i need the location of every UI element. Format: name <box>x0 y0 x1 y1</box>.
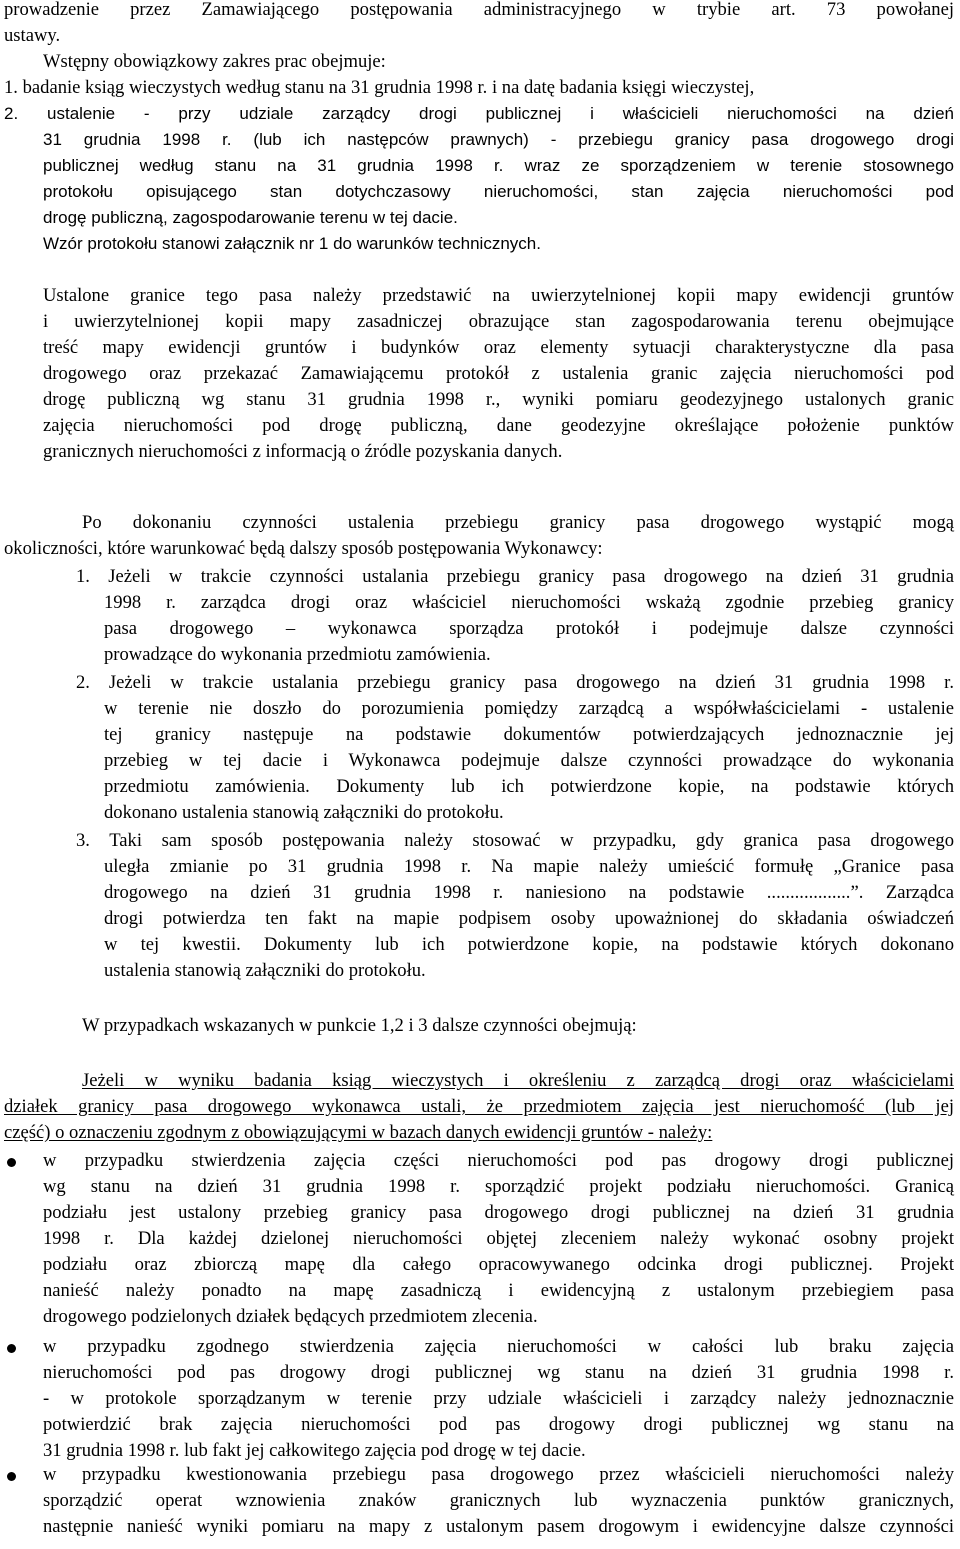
underlined-line: część) o oznaczeniu zgodnym z obowiązującymi w bazach danych ewidencji gruntów - należy: <box>4 1122 713 1143</box>
bullet-line: w przypadku kwestionowania przebiegu pasa drogowego przez właścicieli nieruchomości należy <box>43 1464 954 1485</box>
bullet-line: 31 grudnia 1998 r. lub fakt jej całkowitego zajęcia pod drogę w tej dacie. <box>43 1440 586 1461</box>
bullet-line: potwierdzić brak zajęcia nieruchomości pod pas drogowy drogi publicznej wg stanu na <box>43 1414 954 1435</box>
text-line: Po dokonaniu czynności ustalenia przebiegu granicy pasa drogowego wystąpić mogą <box>82 512 954 533</box>
bullet-line: nanieść należy ponadto na mapę zasadniczą i ewidencyjną z ustalonym przebiegiem pasa <box>43 1280 954 1301</box>
bullet-line: podziału jest ustalony przebieg granicy pasa drogowego drogi publicznej na dzień 31 grudnia <box>43 1202 954 1223</box>
list-item-line: w tej kwestii. Dokumenty lub ich potwierdzone kopie, na podstawie których dokonano <box>104 934 954 955</box>
list-item-line: pasa drogowego – wykonawca sporządza protokół i podejmuje dalsze czynności <box>104 618 954 639</box>
list-item-line: drogi potwierdza ten fakt na mapie podpisem osoby upoważnionej do składania oświadczeń <box>104 908 954 929</box>
list-item-line: 3. Taki sam sposób postępowania należy stosować w przypadku, gdy granica pasa drogowego <box>76 830 954 851</box>
text-line: 31 grudnia 1998 r. (lub ich następców prawnych) - przebiegu granicy pasa drogowego drogi <box>43 130 954 149</box>
list-item-line: uległa zmianie po 31 grudnia 1998 r. Na mapie należy umieścić formułę „Granice pasa <box>104 856 954 877</box>
bullet-icon <box>7 1472 16 1481</box>
text-line: W przypadkach wskazanych w punkcie 1,2 i 3 dalsze czynności obejmują: <box>82 1015 637 1036</box>
bullet-line: drogowego podzielonych działek będących przedmiotem zlecenia. <box>43 1306 538 1327</box>
bullet-line: sporządzić operat wznowienia znaków granicznych lub wyznaczenia punktów granicznych, <box>43 1490 954 1511</box>
text-line: zajęcia nieruchomości pod drogę publiczną, dane geodezyjne określające położenie punktów <box>43 415 954 436</box>
bullet-line: 1998 r. Dla każdej dzielonej nieruchomości objętej zleceniem należy wykonać osobny projekt <box>43 1228 954 1249</box>
list-item-line: tej granicy następuje na podstawie dokumentów potwierdzających jednoznacznie jej <box>104 724 954 745</box>
text-line: drogowego oraz przekazać Zamawiającemu protokół z ustalenia granic zajęcia nieruchomości pod <box>43 363 954 384</box>
list-item-line: w terenie nie doszło do porozumienia pomiędzy zarządcą a współwłaścicielami - ustalenie <box>104 698 954 719</box>
bullet-line: wg stanu na dzień 31 grudnia 1998 r. sporządzić projekt podziału nieruchomości. Granicą <box>43 1176 954 1197</box>
text-line: treść mapy ewidencji gruntów i budynków oraz elementy sytuacji charakterystyczne dla pasa <box>43 337 954 358</box>
text-line: Wzór protokołu stanowi załącznik nr 1 do warunków technicznych. <box>43 234 541 253</box>
list-item-line: 1. badanie ksiąg wieczystych według stanu na 31 grudnia 1998 r. i na datę badania księgi wieczystej, <box>4 77 755 98</box>
text-line: i uwierzytelnionej kopii mapy zasadniczej obrazujące stan zagospodarowania terenu obejmujące <box>43 311 954 332</box>
text-line: protokołu opisującego stan dotychczasowy nieruchomości, stan zajęcia nieruchomości pod <box>43 182 954 201</box>
text-line: Wstępny obowiązkowy zakres prac obejmuje: <box>43 51 386 72</box>
text-line: Ustalone granice tego pasa należy przedstawić na uwierzytelnionej kopii mapy ewidencji gruntów <box>43 285 954 306</box>
list-item-line: przebieg w tej dacie i Wykonawca podejmuje dalsze czynności prowadzące do wykonania <box>104 750 954 771</box>
list-item-line: 2. ustalenie - przy udziale zarządcy drogi publicznej i właścicieli nieruchomości na dzień <box>4 104 954 123</box>
text-line: publicznej według stanu na 31 grudnia 1998 r. wraz ze sporządzeniem w terenie stosownego <box>43 156 954 175</box>
list-item-line: 1. Jeżeli w trakcie czynności ustalania przebiegu granicy pasa drogowego na dzień 31 grudnia <box>76 566 954 587</box>
text-line: granicznych nieruchomości z informacją o źródle pozyskania danych. <box>43 441 563 462</box>
list-item-line: 2. Jeżeli w trakcie ustalania przebiegu granicy pasa drogowego na dzień 31 grudnia 1998 r. <box>76 672 954 693</box>
text-line: okoliczności, które warunkować będą dalszy sposób postępowania Wykonawcy: <box>4 538 603 559</box>
list-item-line: 1998 r. zarządca drogi oraz właściciel nieruchomości wskażą zgodnie przebieg granicy <box>104 592 954 613</box>
list-item-line: prowadzące do wykonania przedmiotu zamówienia. <box>104 644 491 665</box>
bullet-line: następnie nanieść wyniki pomiaru na mapy z ustalonym pasem drogowym i ewidencyjne dalsze czynności <box>43 1516 954 1537</box>
text-line: drogę publiczną, zagospodarowanie terenu w tej dacie. <box>43 208 458 227</box>
bullet-line: w przypadku zgodnego stwierdzenia zajęcia nieruchomości w całości lub braku zajęcia <box>43 1336 954 1357</box>
bullet-icon <box>7 1158 16 1167</box>
list-item-line: dokonano ustalenia stanowią załączniki do protokołu. <box>104 802 504 823</box>
bullet-line: - w protokole sporządzanym w terenie przy udziale właścicieli i zarządcy należy jednoznacznie <box>43 1388 954 1409</box>
text-line: prowadzenie przez Zamawiającego postępowania administracyjnego w trybie art. 73 powołanej <box>4 0 954 20</box>
list-item-line: przedmiotu zamówienia. Dokumenty lub ich potwierdzone kopie, na podstawie których <box>104 776 954 797</box>
list-item-line: drogowego na dzień 31 grudnia 1998 r. naniesiono na podstawie ..................”. Zarządca <box>104 882 954 903</box>
text-line: ustawy. <box>4 25 61 46</box>
underlined-line: Jeżeli w wyniku badania ksiąg wieczystych i określeniu z zarządcą drogi oraz właścicielami <box>82 1070 954 1091</box>
bullet-line: nieruchomości pod pas drogowy drogi publicznej wg stanu na dzień 31 grudnia 1998 r. <box>43 1362 954 1383</box>
bullet-line: w przypadku stwierdzenia zajęcia części nieruchomości pod pas drogowy drogi publicznej <box>43 1150 954 1171</box>
underlined-line: działek granicy pasa drogowego wykonawca ustali, że przedmiotem zajęcia jest nieruchomość (lub jej <box>4 1096 954 1117</box>
bullet-icon <box>7 1344 16 1353</box>
bullet-line: podziału oraz zbiorczą mapę dla całego opracowywanego odcinka drogi publicznej. Projekt <box>43 1254 954 1275</box>
list-item-line: ustalenia stanowią załączniki do protokołu. <box>104 960 426 981</box>
text-line: drogę publiczną wg stanu 31 grudnia 1998 r., wyniki pomiaru geodezyjnego ustalonych granic <box>43 389 954 410</box>
